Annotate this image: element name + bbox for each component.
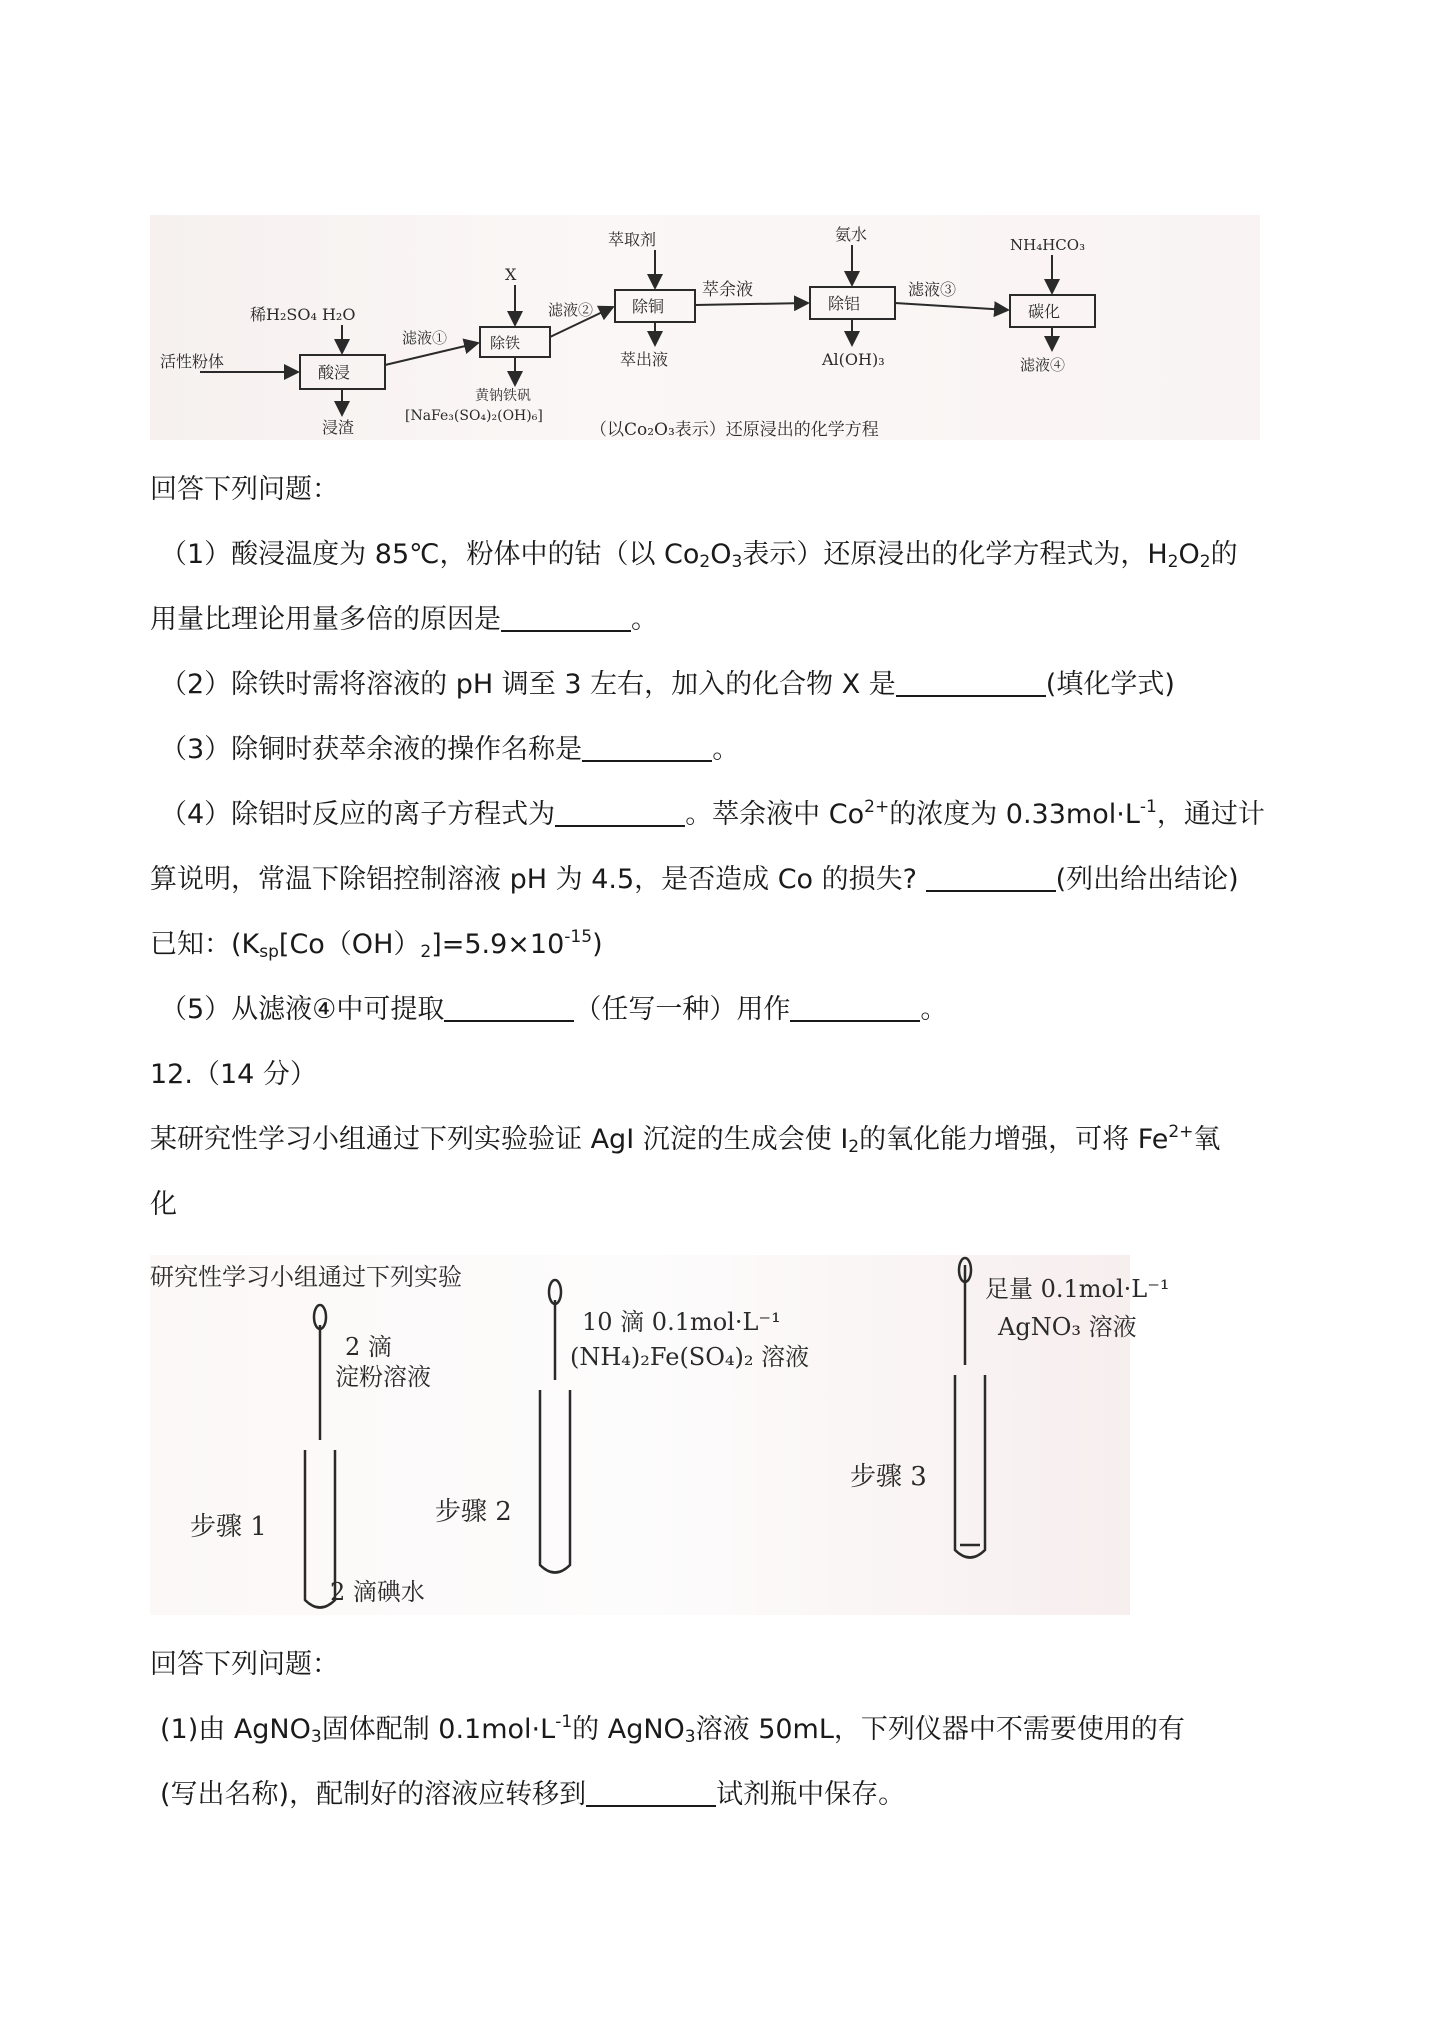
test-tube-2 — [540, 1390, 570, 1573]
test-tube-3 — [955, 1375, 985, 1558]
tube1-contents: 2 滴碘水 — [330, 1578, 425, 1606]
label-reagent-x: X — [505, 265, 517, 284]
answer-blank[interactable] — [444, 992, 574, 1022]
label-extractant: 萃取剂 — [608, 230, 657, 249]
q11-part5: （5）从滤液④中可提取 （任写一种）用作 。 — [160, 994, 948, 1025]
flowchart-svg — [150, 215, 1260, 440]
label-filtrate2: 滤液② — [548, 301, 594, 319]
label-nh4hco3: NH₄HCO₃ — [1010, 236, 1086, 254]
q11-part1-line2: 用量比理论用量多倍的原因是 。 — [150, 604, 658, 635]
fragment-top: 研究性学习小组通过下列实验 — [150, 1263, 462, 1291]
label-ammonia: 氨水 — [835, 225, 868, 244]
answer-blank[interactable] — [555, 797, 685, 827]
label-box-al: 除铝 — [828, 294, 861, 313]
answer-blank[interactable] — [926, 862, 1056, 892]
label-box-acid: 酸浸 — [318, 363, 351, 382]
drop1-label: 2 滴 — [345, 1333, 392, 1361]
q11-part3: （3）除铜时获萃余液的操作名称是 。 — [160, 734, 740, 765]
drop1-reagent: 淀粉溶液 — [335, 1363, 431, 1391]
drop2-label: 10 滴 0.1mol·L⁻¹ — [582, 1308, 781, 1336]
label-filtrate4: 滤液④ — [1020, 356, 1066, 374]
label-filtrate1: 滤液① — [402, 329, 448, 347]
q11-part2: （2）除铁时需将溶液的 pH 调至 3 左右，加入的化合物 X 是 (填化学式) — [160, 669, 1175, 700]
label-bottom-fragment: （以Co₂O₃表示）还原浸出的化学方程 — [590, 420, 879, 440]
answer-blank[interactable] — [501, 602, 631, 632]
process-flowchart — [150, 215, 1260, 440]
q12-heading: 12.（14 分） — [150, 1059, 317, 1090]
label-raffinate: 萃余液 — [702, 280, 753, 300]
q11-part4-line1: （4）除铝时反应的离子方程式为 。萃余液中 $Co^{2+}$的浓度为 $0.33mol\cdot L^{-1}$，通过计 — [160, 797, 1265, 830]
experiment-figure — [150, 1255, 1170, 1615]
label-box-carbonize: 碳化 — [1028, 302, 1061, 321]
drop3-reagent: AgNO₃ 溶液 — [998, 1313, 1137, 1341]
label-input: 活性粉体 — [160, 352, 225, 371]
step1-label: 步骤 1 — [190, 1512, 267, 1542]
q12-part1-line1: (1)由 AgNO$_3$固体配制 $0.1mol\cdot L^{-1}$的 AgNO$_3$溶液 50mL，下列仪器中不需要使用的有 — [160, 1712, 1185, 1747]
q11-part4-line3: 已知：$(K_{sp}[Co(OH)_2]=5.9\times 10^{-15})$ — [150, 927, 603, 962]
answer-blank[interactable] — [790, 992, 920, 1022]
q11-intro: 回答下列问题： — [150, 474, 339, 505]
q12-stem-line2: 化 — [150, 1189, 177, 1220]
q11-part1-line1: （1）酸浸温度为 85℃，粉体中的钴（以 $Co_2O_3$表示）还原浸出的化学方程式为，$H_2O_2$的 — [160, 539, 1238, 572]
label-filtrate3: 滤液③ — [908, 280, 957, 299]
answer-blank[interactable] — [896, 667, 1046, 697]
label-box-cu: 除铜 — [632, 297, 665, 316]
label-acid-reagents: 稀H₂SO₄ H₂O — [250, 305, 356, 324]
step3-label: 步骤 3 — [850, 1462, 927, 1492]
q11-part4-line2: 算说明，常温下除铝控制溶液 pH 为 4.5，是否造成 Co 的损失? (列出给出结论) — [150, 864, 1239, 895]
label-out-al: Al(OH)₃ — [822, 350, 885, 369]
answer-blank[interactable] — [586, 1777, 716, 1807]
drop2-reagent: (NH₄)₂Fe(SO₄)₂ 溶液 — [570, 1343, 810, 1371]
answer-blank[interactable] — [582, 732, 712, 762]
q12-intro: 回答下列问题： — [150, 1649, 339, 1680]
label-out-acid: 浸渣 — [322, 418, 355, 437]
apparatus-svg — [150, 1255, 1170, 1615]
label-out-cu: 萃出液 — [620, 350, 669, 369]
label-out-fe: 黄钠铁矾 — [475, 388, 531, 404]
drop3-label: 足量 0.1mol·L⁻¹ — [985, 1275, 1170, 1303]
q12-stem-line1: 某研究性学习小组通过下列实验验证 AgI 沉淀的生成会使 $I_2$的氧化能力增强，可将 $Fe^{2+}$氧 — [150, 1122, 1221, 1157]
label-box-fe: 除铁 — [490, 334, 521, 352]
label-out-fe-formula: [NaFe₃(SO₄)₂(OH)₆] — [405, 408, 543, 424]
step2-label: 步骤 2 — [435, 1497, 512, 1527]
q12-part1-line2: (写出名称)，配制好的溶液应转移到 试剂瓶中保存。 — [160, 1779, 906, 1810]
